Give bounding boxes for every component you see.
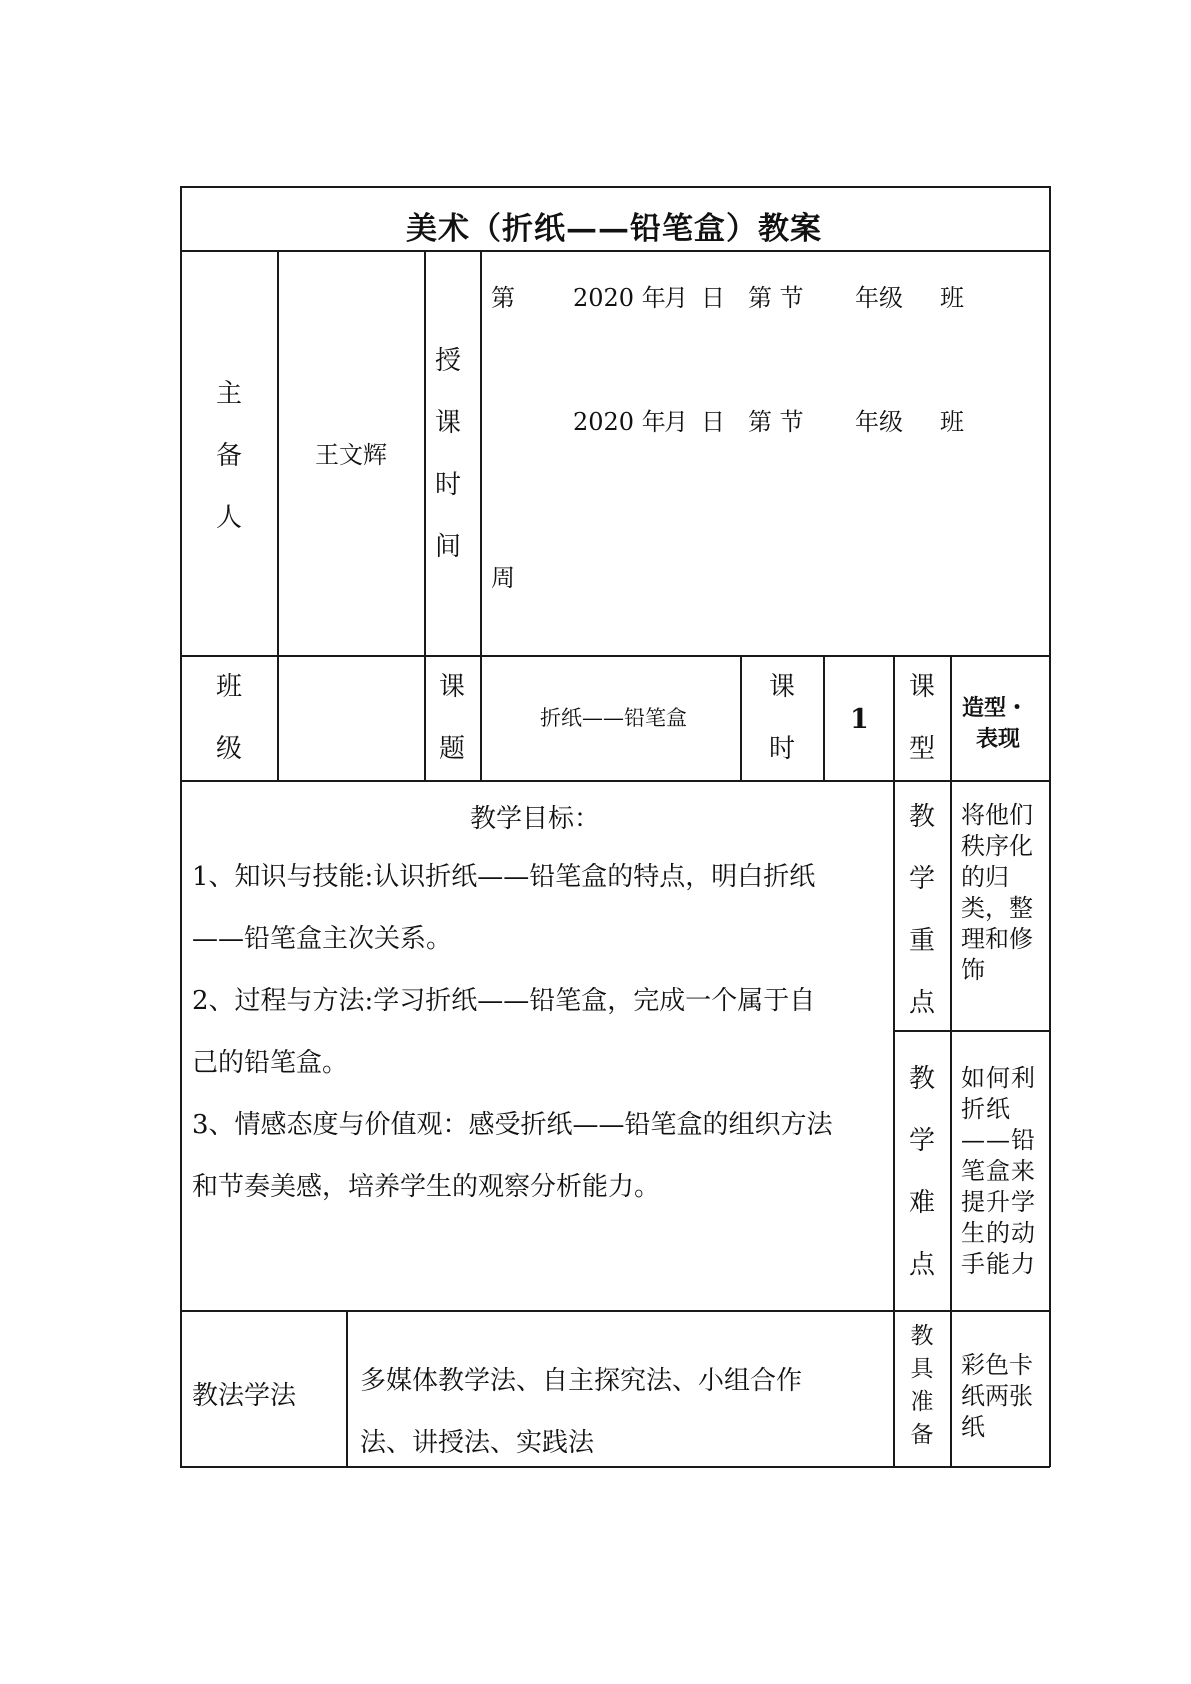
difficulties-label: 教 学 难 点	[908, 1064, 935, 1280]
objective-line: ——铅笔盒主次关系。	[192, 924, 453, 954]
difficulties-text: 如何利折纸——铅笔盒来提升学生的动手能力	[961, 1064, 1036, 1278]
class-label: 班 级	[215, 672, 242, 764]
time-day: 日	[701, 408, 725, 436]
time-week: 周	[491, 564, 515, 592]
col-line-4	[740, 655, 742, 780]
col-line-6	[893, 655, 895, 1467]
key-points-text: 将他们秩序化的归类，整理和修饰	[961, 801, 1033, 984]
methods-body	[360, 1350, 802, 1474]
objective-line: 己的铅笔盒。	[192, 1048, 349, 1078]
objectives-heading: 教学目标：	[470, 804, 601, 834]
time-period: 第 节	[748, 284, 804, 312]
key-points-label: 教 学 重 点	[908, 802, 935, 1018]
page-title: 美术（折纸——铅笔盒）教案	[406, 211, 822, 247]
border-right	[1049, 186, 1051, 1467]
objective-line: 和节奏美感，培养学生的观察分析能力。	[192, 1172, 661, 1202]
time-grade: 年级	[855, 408, 903, 436]
border-top	[180, 186, 1050, 188]
topic-label: 课 题	[438, 672, 465, 764]
time-month: 月	[664, 284, 688, 312]
col-line-1	[277, 250, 279, 780]
col-line-2	[424, 250, 426, 780]
time-prefix: 第	[491, 284, 515, 312]
col-line-7	[950, 655, 952, 1467]
time-year: 2020 年	[573, 408, 666, 436]
time-month: 月	[664, 408, 688, 436]
time-year: 2020 年	[573, 284, 666, 312]
time-class: 班	[940, 284, 964, 312]
hours-value: 1	[850, 704, 869, 735]
time-period: 第 节	[748, 408, 804, 436]
border-left	[180, 186, 182, 1467]
objectives-body	[192, 846, 833, 1218]
time-class: 班	[940, 408, 964, 436]
col-line-8	[346, 1310, 348, 1467]
border-title-bottom	[180, 250, 1050, 252]
time-grade: 年级	[855, 284, 903, 312]
type-label: 课 型	[908, 672, 935, 764]
planner-label: 主 备 人	[215, 379, 242, 533]
planner-name: 王文辉	[315, 441, 387, 469]
type-value: 造型・ 表现	[962, 695, 1029, 752]
objective-line: 2、过程与方法:学习折纸——铅笔盒，完成一个属于自	[192, 986, 816, 1016]
border-objectives-bottom	[180, 1310, 1050, 1312]
tools-label: 教 具 准 备	[910, 1323, 934, 1448]
methods-line: 法、讲授法、实践法	[360, 1428, 595, 1458]
tools-text: 彩色卡纸两张纸	[961, 1351, 1033, 1441]
col-line-5	[823, 655, 825, 780]
hours-label: 课 时	[768, 672, 795, 764]
col-line-3	[480, 250, 482, 780]
methods-line: 多媒体教学法、自主探究法、小组合作	[360, 1366, 803, 1396]
time-day: 日	[701, 284, 725, 312]
teaching-time-label: 授 课 时 间	[434, 346, 461, 562]
objective-line: 1、知识与技能:认识折纸——铅笔盒的特点，明白折纸	[192, 862, 816, 892]
border-row2-bottom	[180, 780, 1050, 782]
methods-label: 教法学法	[192, 1381, 297, 1411]
topic-value: 折纸——铅笔盒	[540, 706, 687, 730]
objective-line: 3、情感态度与价值观：感受折纸——铅笔盒的组织方法	[192, 1110, 833, 1140]
